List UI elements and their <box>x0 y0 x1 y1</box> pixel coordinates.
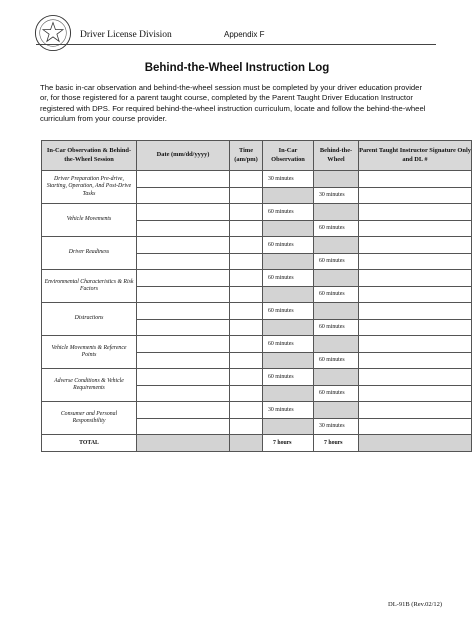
observation-shaded-cell <box>263 220 314 237</box>
date-cell[interactable] <box>137 204 230 221</box>
signature-cell[interactable] <box>359 336 472 353</box>
observation-shaded-cell <box>263 286 314 303</box>
observation-minutes: 60 minutes <box>263 336 314 353</box>
date-cell[interactable] <box>137 237 230 254</box>
observation-minutes: 30 minutes <box>263 402 314 419</box>
btw-shaded-cell <box>314 171 359 188</box>
division-name: Driver License Division <box>80 30 172 40</box>
signature-cell[interactable] <box>359 187 472 204</box>
intro-line: registered with DPS. For required behind-the-wheel instruction curriculum, locate and follow the behind-the-wheel <box>40 103 426 113</box>
time-cell[interactable] <box>230 187 263 204</box>
observation-shaded-cell <box>263 253 314 270</box>
table-row <box>42 204 472 221</box>
btw-minutes: 60 minutes <box>314 385 359 402</box>
signature-cell[interactable] <box>359 286 472 303</box>
btw-minutes: 60 minutes <box>314 220 359 237</box>
observation-shaded-cell <box>263 187 314 204</box>
observation-minutes: 60 minutes <box>263 270 314 287</box>
time-cell[interactable] <box>230 220 263 237</box>
intro-line: or, for those registered for a parent taught course, completed by the Parent Taught Driver Education Instructor <box>40 93 413 103</box>
table-row <box>42 369 472 386</box>
header-observation: In-Car Observation <box>263 141 314 171</box>
btw-shaded-cell <box>314 237 359 254</box>
session-name: Driver Readiness <box>42 237 137 270</box>
signature-cell[interactable] <box>359 303 472 320</box>
session-name: Adverse Conditions & Vehicle Requirements <box>42 369 137 402</box>
signature-cell[interactable] <box>359 270 472 287</box>
total-shaded-cell <box>359 435 472 452</box>
signature-cell[interactable] <box>359 352 472 369</box>
time-cell[interactable] <box>230 385 263 402</box>
intro-line: curriculum from your course provider. <box>40 113 167 123</box>
intro-line: The basic in-car observation and behind-the-wheel session must be completed by your driver education provider <box>40 83 423 92</box>
btw-shaded-cell <box>314 402 359 419</box>
btw-minutes: 30 minutes <box>314 187 359 204</box>
session-name: Driver Preparation Pre-drive, Starting, Operation, And Post-Drive Tasks <box>42 171 137 204</box>
btw-minutes: 60 minutes <box>314 253 359 270</box>
header-divider <box>36 44 436 45</box>
time-cell[interactable] <box>230 303 263 320</box>
header-date: Date (mm/dd/yyyy) <box>137 141 230 171</box>
table-row <box>42 336 472 353</box>
observation-shaded-cell <box>263 352 314 369</box>
btw-shaded-cell <box>314 303 359 320</box>
session-name: Distractions <box>42 303 137 336</box>
date-cell[interactable] <box>137 187 230 204</box>
appendix-label: Appendix F <box>224 30 265 39</box>
header-signature: Parent Taught Instructor Signature Only and DL # <box>359 141 472 171</box>
total-shaded-cell <box>137 435 230 452</box>
form-number: DL-91B (Rev.02/12) <box>388 601 443 608</box>
time-cell[interactable] <box>230 253 263 270</box>
time-cell[interactable] <box>230 319 263 336</box>
signature-cell[interactable] <box>359 253 472 270</box>
btw-minutes: 60 minutes <box>314 286 359 303</box>
time-cell[interactable] <box>230 402 263 419</box>
signature-cell[interactable] <box>359 319 472 336</box>
btw-shaded-cell <box>314 270 359 287</box>
signature-cell[interactable] <box>359 237 472 254</box>
table-row <box>42 237 472 254</box>
observation-minutes: 60 minutes <box>263 303 314 320</box>
header-time: Time (am/pm) <box>230 141 263 171</box>
signature-cell[interactable] <box>359 385 472 402</box>
time-cell[interactable] <box>230 204 263 221</box>
signature-cell[interactable] <box>359 204 472 221</box>
date-cell[interactable] <box>137 385 230 402</box>
total-observation: 7 hours <box>263 435 314 452</box>
total-shaded-cell <box>230 435 263 452</box>
date-cell[interactable] <box>137 352 230 369</box>
session-name: Environmental Characteristics & Risk Factors <box>42 270 137 303</box>
observation-shaded-cell <box>263 319 314 336</box>
signature-cell[interactable] <box>359 220 472 237</box>
total-label: TOTAL <box>42 435 137 452</box>
date-cell[interactable] <box>137 270 230 287</box>
signature-cell[interactable] <box>359 369 472 386</box>
btw-minutes: 60 minutes <box>314 352 359 369</box>
date-cell[interactable] <box>137 369 230 386</box>
time-cell[interactable] <box>230 237 263 254</box>
date-cell[interactable] <box>137 171 230 188</box>
date-cell[interactable] <box>137 220 230 237</box>
btw-shaded-cell <box>314 369 359 386</box>
observation-minutes: 60 minutes <box>263 369 314 386</box>
session-name: Vehicle Movements <box>42 204 137 237</box>
time-cell[interactable] <box>230 418 263 435</box>
date-cell[interactable] <box>137 402 230 419</box>
intro-paragraph <box>40 83 440 124</box>
header-behind-the-wheel: Behind-the-Wheel <box>314 141 359 171</box>
btw-minutes: 30 minutes <box>314 418 359 435</box>
table-row <box>42 402 472 419</box>
signature-cell[interactable] <box>359 171 472 188</box>
observation-minutes: 60 minutes <box>263 237 314 254</box>
date-cell[interactable] <box>137 253 230 270</box>
date-cell[interactable] <box>137 286 230 303</box>
signature-cell[interactable] <box>359 418 472 435</box>
time-cell[interactable] <box>230 286 263 303</box>
date-cell[interactable] <box>137 336 230 353</box>
signature-cell[interactable] <box>359 402 472 419</box>
header-session: In-Car Observation & Behind-the-Wheel Session <box>42 141 137 171</box>
table-row <box>42 270 472 287</box>
time-cell[interactable] <box>230 352 263 369</box>
texas-dps-seal-icon <box>34 14 72 52</box>
observation-minutes: 30 minutes <box>263 171 314 188</box>
total-btw: 7 hours <box>314 435 359 452</box>
table-row <box>42 303 472 320</box>
time-cell[interactable] <box>230 171 263 188</box>
date-cell[interactable] <box>137 418 230 435</box>
session-name: Consumer and Personal Responsibility <box>42 402 137 435</box>
total-row <box>42 435 472 452</box>
observation-shaded-cell <box>263 385 314 402</box>
observation-minutes: 60 minutes <box>263 204 314 221</box>
time-cell[interactable] <box>230 369 263 386</box>
observation-shaded-cell <box>263 418 314 435</box>
date-cell[interactable] <box>137 303 230 320</box>
time-cell[interactable] <box>230 336 263 353</box>
page-title: Behind-the-Wheel Instruction Log <box>144 62 330 74</box>
table-row <box>42 171 472 188</box>
time-cell[interactable] <box>230 270 263 287</box>
btw-shaded-cell <box>314 204 359 221</box>
date-cell[interactable] <box>137 319 230 336</box>
session-name: Vehicle Movements & Reference Points <box>42 336 137 369</box>
table-header-row <box>42 141 472 171</box>
btw-shaded-cell <box>314 336 359 353</box>
btw-minutes: 60 minutes <box>314 319 359 336</box>
instruction-log-table <box>41 140 472 452</box>
